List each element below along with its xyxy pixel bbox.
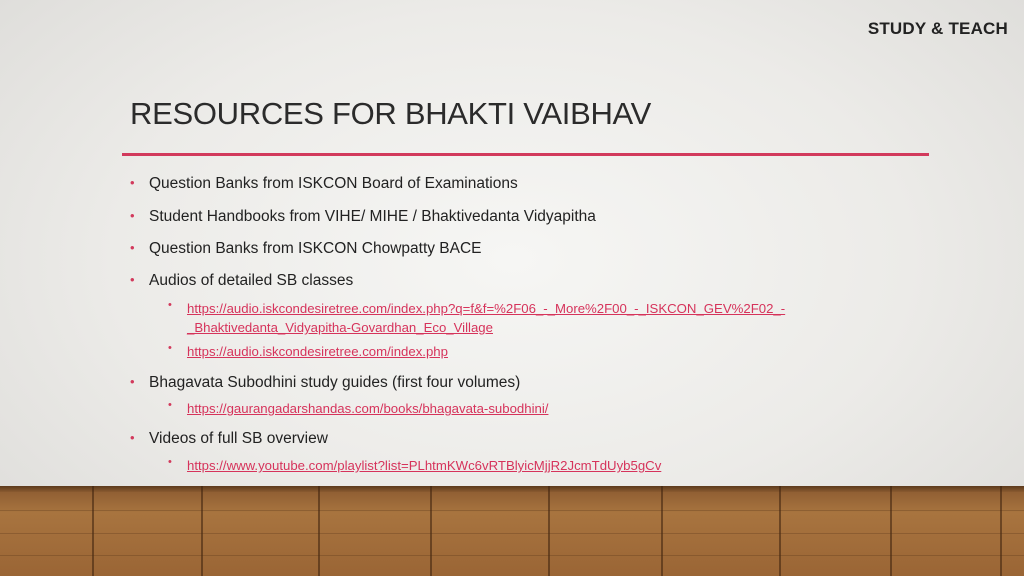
bullet-text: Student Handbooks from VIHE/ MIHE / Bhaktivedanta Vidyapitha [149, 208, 596, 225]
slide-title: RESOURCES FOR BHAKTI VAIBHAV [130, 96, 651, 131]
sub-bullet-icon: • [168, 399, 172, 411]
floor-plank-seam [779, 486, 781, 576]
bullet-icon: • [130, 272, 135, 287]
youtube-playlist-link[interactable]: https://www.youtube.com/playlist?list=PLhtmKWc6vRTBlyicMjjR2JcmTdUyb5gCv [187, 458, 662, 473]
floor-plank-seam [318, 486, 320, 576]
bullet-text: Audios of detailed SB classes [149, 272, 354, 289]
bullet-text: Question Banks from ISKCON Chowpatty BACE [149, 240, 482, 257]
floor-plank-seam [430, 486, 432, 576]
floor-edge [0, 486, 1024, 492]
bullet-icon: • [130, 175, 135, 190]
bullet-icon: • [130, 374, 135, 389]
audio-index-link[interactable]: https://audio.iskcondesiretree.com/index.php [187, 344, 448, 359]
floor-plank-seam [201, 486, 203, 576]
audio-sb-link-part2[interactable]: _Bhaktivedanta_Vidyapitha-Govardhan_Eco_Village [187, 320, 493, 335]
bullet-icon: • [130, 430, 135, 445]
bullet-text: Videos of full SB overview [149, 430, 328, 447]
floor-plank-seam [548, 486, 550, 576]
brand-label: STUDY & TEACH [867, 19, 1008, 38]
bullet-icon: • [130, 240, 135, 255]
wood-floor-decoration [0, 486, 1024, 576]
floor-plank-seam [661, 486, 663, 576]
sub-bullet-icon: • [168, 299, 172, 311]
audio-sb-link-part1[interactable]: https://audio.iskcondesiretree.com/index.php?q=f&f=%2F06_-_More%2F00_-_ISKCON_GEV%2F02_- [187, 301, 786, 316]
floor-grain [0, 533, 1024, 534]
bullet-text: Bhagavata Subodhini study guides (first four volumes) [149, 374, 521, 391]
floor-plank-seam [92, 486, 94, 576]
sub-bullet-icon: • [168, 456, 172, 468]
sub-bullet-icon: • [168, 342, 172, 354]
floor-grain [0, 555, 1024, 556]
bullet-text: Question Banks from ISKCON Board of Examinations [149, 175, 518, 192]
subodhini-link[interactable]: https://gaurangadarshandas.com/books/bhagavata-subodhini/ [187, 401, 549, 416]
floor-grain [0, 510, 1024, 511]
floor-plank-seam [1000, 486, 1002, 576]
bullet-icon: • [130, 208, 135, 223]
floor-plank-seam [890, 486, 892, 576]
